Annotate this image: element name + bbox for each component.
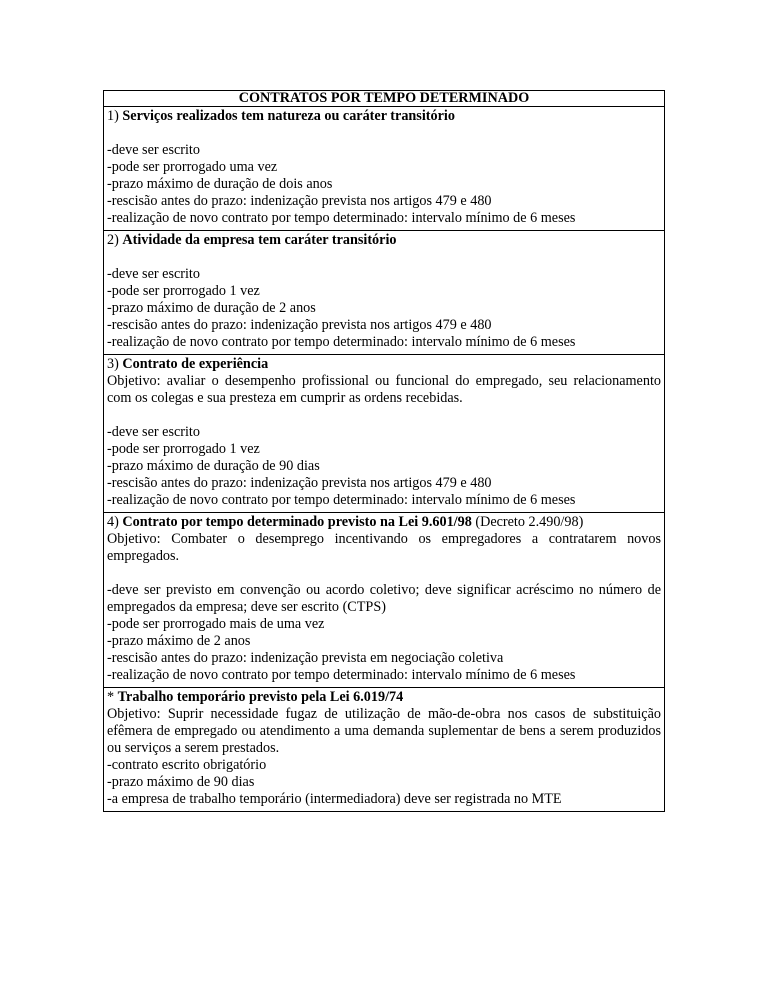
section-row: [104, 231, 665, 355]
section-3-heading-line: [107, 356, 661, 373]
spacer: [107, 407, 661, 424]
list-item: -pode ser prorrogado uma vez: [107, 159, 278, 175]
section-5-heading: Trabalho temporário previsto pela Lei 6.019/74: [117, 689, 404, 705]
list-item: -prazo máximo de 2 anos: [107, 633, 251, 649]
contracts-table: [103, 90, 665, 812]
list-item: -deve ser escrito: [107, 266, 200, 282]
spacer: [107, 125, 661, 142]
section-3-objective: Objetivo: avaliar o desempenho profissional ou funcional do empregado, seu relacionamento com os colegas e sua presteza em cumprir as ordens recebidas.: [107, 373, 661, 406]
list-item: -prazo máximo de duração de 90 dias: [107, 458, 320, 474]
list-item: -pode ser prorrogado 1 vez: [107, 283, 260, 299]
section-4-heading: Contrato por tempo determinado previsto na Lei 9.601/98: [122, 514, 472, 530]
list-item: -realização de novo contrato por tempo determinado: intervalo mínimo de 6 meses: [107, 210, 576, 226]
list-item: -contrato escrito obrigatório: [107, 757, 267, 773]
section-4-heading-suffix: (Decreto 2.490/98): [471, 514, 584, 530]
list-item: -deve ser escrito: [107, 424, 200, 440]
table-title-row: [104, 91, 665, 107]
section-4-heading-line: [107, 514, 661, 531]
section-1-heading-line: [107, 108, 661, 125]
list-item: -pode ser prorrogado mais de uma vez: [107, 616, 325, 632]
list-item: -prazo máximo de 90 dias: [107, 774, 255, 790]
list-item: -rescisão antes do prazo: indenização prevista nos artigos 479 e 480: [107, 475, 492, 491]
spacer: [107, 565, 661, 582]
section-row: [104, 688, 665, 812]
section-5-cell: [104, 688, 665, 812]
section-2-number: 2): [107, 232, 119, 248]
list-item: -realização de novo contrato por tempo determinado: intervalo mínimo de 6 meses: [107, 492, 576, 508]
section-4-number: 4): [107, 514, 119, 530]
section-5-heading-line: [107, 689, 661, 706]
section-row: [104, 107, 665, 231]
section-2-heading: Atividade da empresa tem caráter transitório: [122, 232, 397, 248]
section-1-heading: Serviços realizados tem natureza ou caráter transitório: [122, 108, 455, 124]
section-4-cell: [104, 513, 665, 688]
section-2-heading-line: [107, 232, 661, 249]
section-1-cell: [104, 107, 665, 231]
section-3-heading: Contrato de experiência: [122, 356, 269, 372]
list-item: -deve ser escrito: [107, 142, 200, 158]
table-title: CONTRATOS POR TEMPO DETERMINADO: [104, 91, 665, 107]
list-item: -rescisão antes do prazo: indenização prevista nos artigos 479 e 480: [107, 317, 492, 333]
section-row: [104, 355, 665, 513]
section-row: [104, 513, 665, 688]
list-item: -a empresa de trabalho temporário (intermediadora) deve ser registrada no MTE: [107, 791, 562, 807]
list-item: -prazo máximo de duração de dois anos: [107, 176, 333, 192]
section-3-cell: [104, 355, 665, 513]
section-2-cell: [104, 231, 665, 355]
list-item: -rescisão antes do prazo: indenização prevista em negociação coletiva: [107, 650, 504, 666]
list-item: -realização de novo contrato por tempo determinado: intervalo mínimo de 6 meses: [107, 334, 576, 350]
section-4-objective: Objetivo: Combater o desemprego incentivando os empregadores a contratarem novos empregados.: [107, 531, 661, 564]
list-item: -pode ser prorrogado 1 vez: [107, 441, 260, 457]
section-3-number: 3): [107, 356, 119, 372]
list-item: -prazo máximo de duração de 2 anos: [107, 300, 316, 316]
list-item: -deve ser previsto em convenção ou acordo coletivo; deve significar acréscimo no número de empregados da empresa; deve ser escrito (CTPS): [107, 582, 661, 615]
list-item: -rescisão antes do prazo: indenização prevista nos artigos 479 e 480: [107, 193, 492, 209]
section-5-objective: Objetivo: Suprir necessidade fugaz de utilização de mão-de-obra nos casos de substituição efêmera de empregado ou atendimento a uma demanda suplementar de bens a serem produzidos ou serviços a serem prestados.: [107, 706, 661, 756]
section-1-number: 1): [107, 108, 119, 124]
list-item: -realização de novo contrato por tempo determinado: intervalo mínimo de 6 meses: [107, 667, 576, 683]
section-5-marker: *: [107, 689, 115, 705]
spacer: [107, 249, 661, 266]
